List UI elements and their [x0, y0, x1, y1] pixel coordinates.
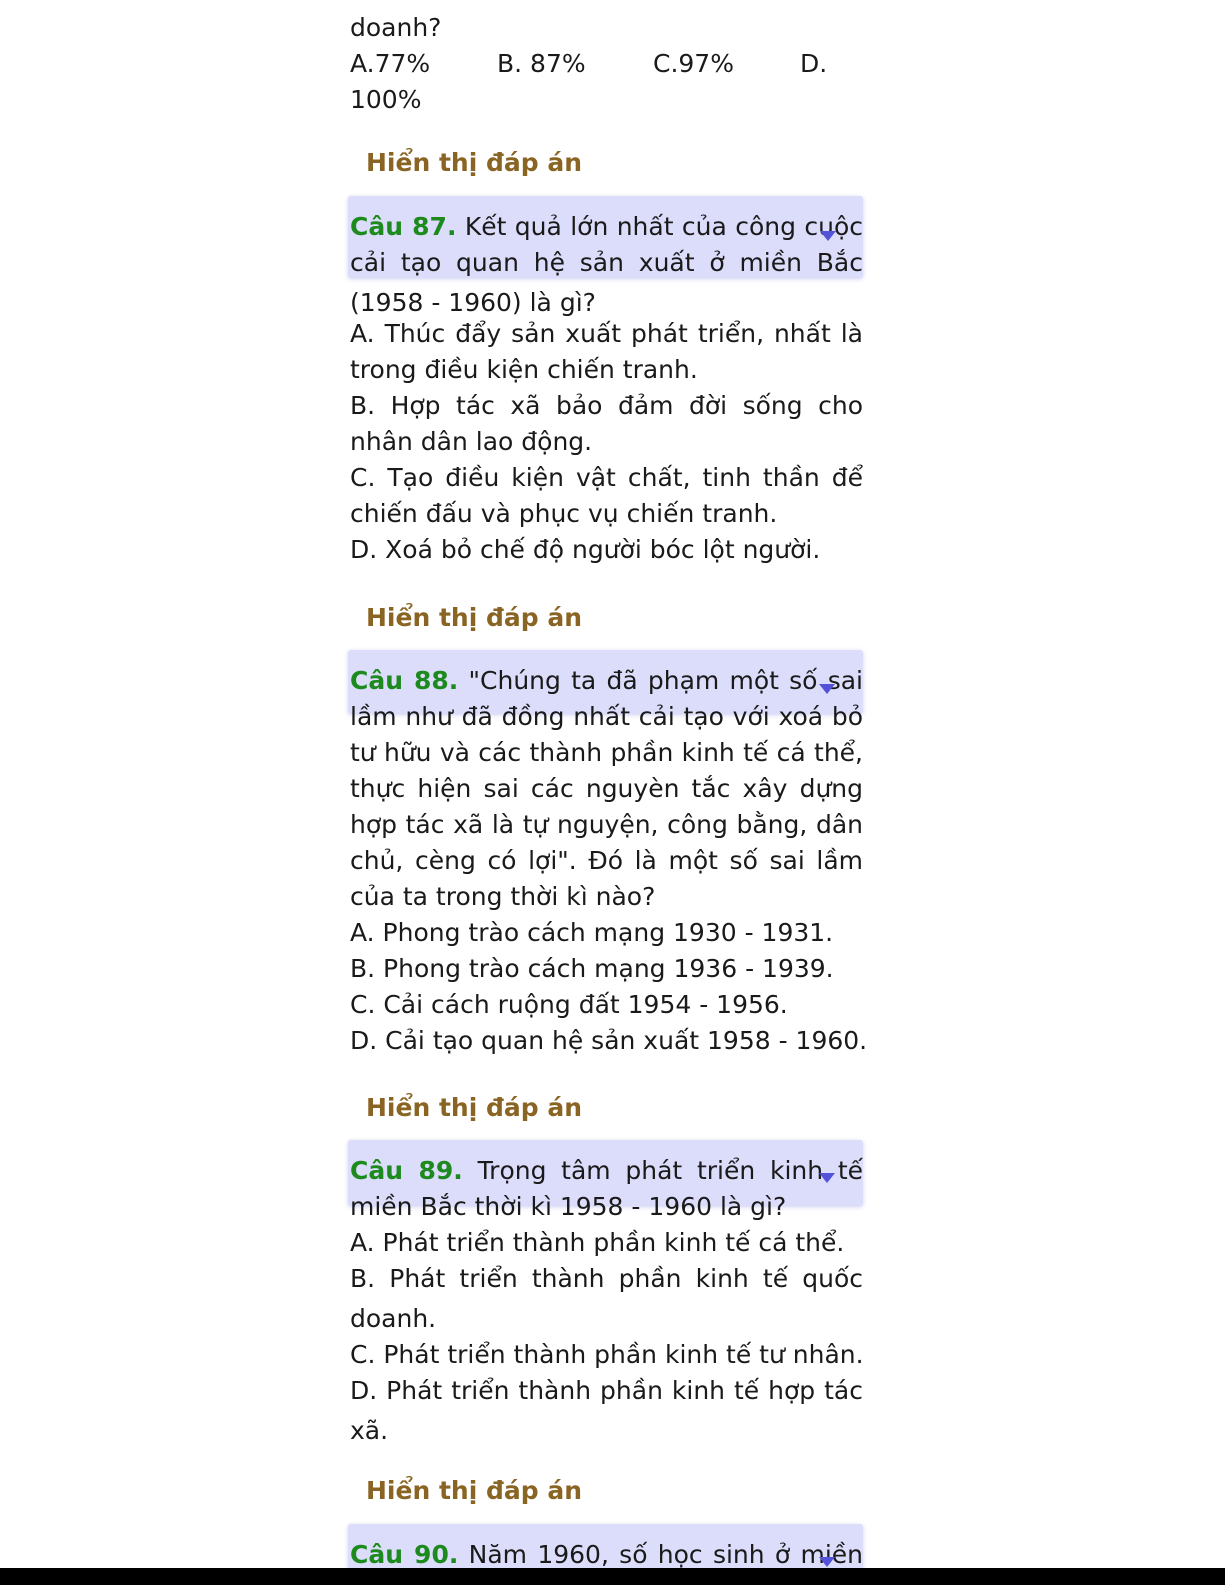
chevron-down-icon[interactable]: [820, 231, 836, 241]
chevron-down-icon[interactable]: [819, 684, 835, 694]
chevron-down-icon[interactable]: [819, 1173, 835, 1183]
question-number: Câu 89.: [350, 1156, 463, 1185]
prev-stem-tail: doanh?: [350, 13, 442, 42]
option-c: C. Tạo điều kiện vật chất, tinh thần để: [350, 463, 863, 492]
option-d: D. Xoá bỏ chế độ người bóc lột người.: [350, 535, 821, 564]
chevron-down-icon[interactable]: [819, 1557, 835, 1567]
prev-option-d-tail: 100%: [350, 85, 422, 114]
question-stem: Câu 88. "Chúng ta đã phạm một số sai lầm như đã đồng nhất cải tạo với xoá bỏ tư hữu và các thành phần kinh tế cá thể, thực hiện sai các nguyèn tắc xây dựng hợp tác xã là tự nguyện, công bằng, dân chủ, cèng có lợi". Đó là một số sai lầm của ta trong thời kì nào?: [350, 666, 863, 911]
option-c: C. Phát triển thành phần kinh tế tư nhân.: [350, 1340, 864, 1369]
question-stem: Câu 90. Năm 1960, số học sinh ở miền: [350, 1540, 864, 1569]
show-answer-link[interactable]: Hiển thị đáp án: [366, 1476, 583, 1505]
question-number: Câu 88.: [350, 666, 459, 695]
question-stem: Câu 87. Kết quả lớn nhất của công cuộc cải tạo quan hệ sản xuất ở miền Bắc (1958 - 1960) là gì?: [350, 212, 863, 317]
question-number: Câu 87.: [350, 212, 457, 241]
option-a: A. Thúc đẩy sản xuất phát triển, nhất là: [350, 319, 863, 348]
option-d: D. Phát triển thành phần kinh tế hợp tác: [350, 1376, 863, 1405]
prev-option-d: D.: [800, 49, 828, 78]
option-d: D. Cải tạo quan hệ sản xuất 1958 - 1960.: [350, 1026, 868, 1055]
prev-option-a: A.77%: [350, 49, 431, 78]
option-c: C. Cải cách ruộng đất 1954 - 1956.: [350, 990, 788, 1019]
show-answer-link[interactable]: Hiển thị đáp án: [366, 1093, 583, 1122]
answer-options: A. Phát triển thành phần kinh tế cá thể. B. Phát triển thành phần kinh tế quốc doanh. C. Phát triển thành phần kinh tế tư nhân. D. Phát triển thành phần kinh tế hợp tác xã.: [350, 1225, 863, 1449]
prev-options: [350, 46, 863, 82]
option-a: A. Phát triển thành phần kinh tế cá thể.: [350, 1228, 845, 1257]
question-stem: Câu 89. Trọng tâm phát triển kinh tế miền Bắc thời kì 1958 - 1960 là gì?: [350, 1156, 864, 1221]
prev-question: [350, 10, 863, 118]
option-b: B. Phong trào cách mạng 1936 - 1939.: [350, 954, 834, 983]
answer-options: A. Thúc đẩy sản xuất phát triển, nhất là trong điều kiện chiến tranh. B. Hợp tác xã bảo đảm đời sống cho nhân dân lao động. C. Tạo điều kiện vật chất, tinh thần để chiến đấu và phục vụ chiến tranh. D. Xoá bỏ chế độ người bóc lột người.: [350, 316, 863, 568]
question-89: [350, 1140, 863, 1449]
answer-options: [350, 915, 868, 1059]
prev-option-b: B. 87%: [497, 49, 586, 78]
question-number: Câu 90.: [350, 1540, 459, 1569]
show-answer-link[interactable]: Hiển thị đáp án: [366, 148, 583, 177]
show-answer-link[interactable]: Hiển thị đáp án: [366, 603, 583, 632]
option-b: B. Hợp tác xã bảo đảm đời sống cho: [350, 391, 863, 420]
question-88: [350, 650, 868, 1059]
option-b: B. Phát triển thành phần kinh tế quốc: [350, 1264, 863, 1293]
question-87: [350, 196, 863, 568]
option-a: A. Phong trào cách mạng 1930 - 1931.: [350, 918, 834, 947]
question-90: [350, 1524, 863, 1573]
prev-option-c: C.97%: [653, 49, 734, 78]
